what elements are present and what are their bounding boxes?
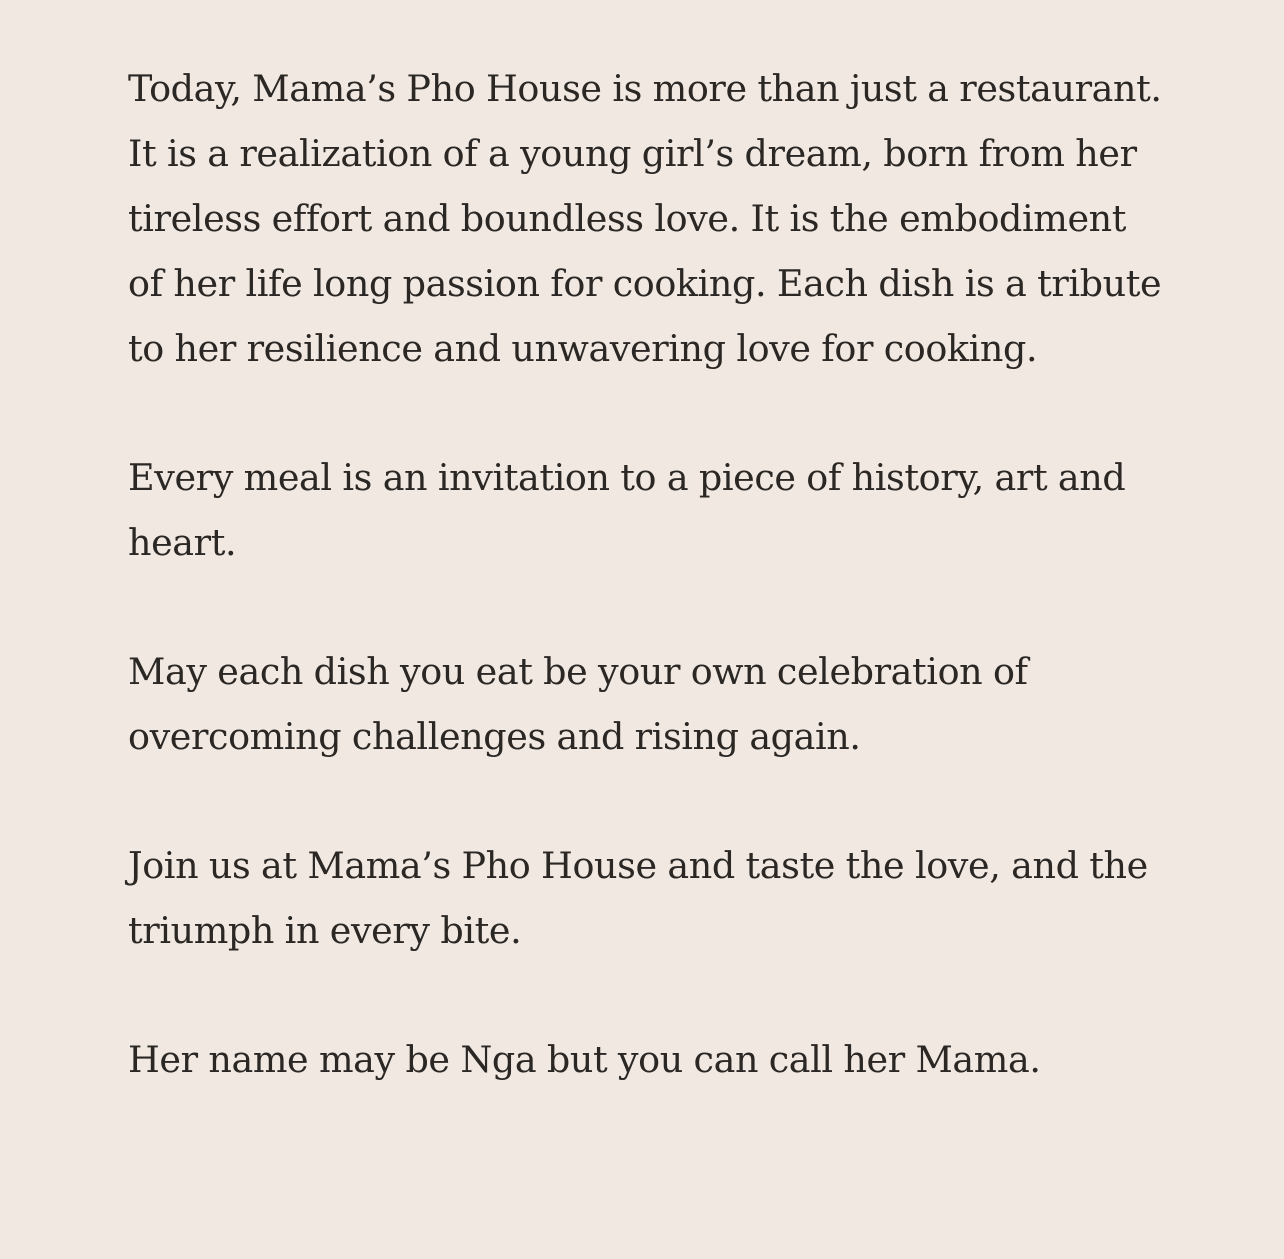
paragraph-closing: Her name may be Nga but you can call her Mama. — [128, 1038, 1041, 1081]
paragraph-intro: Today, Mama’s Pho House is more than just a restaurant. It is a realization of a young girl’s dream, born from her tireless effort and boundless love. It is the embodiment of her life long passion for cooking. Each dish is a tribute to her resilience and unwavering love for cooking. — [128, 67, 1162, 370]
paragraph-join-us: Join us at Mama’s Pho House and taste the love, and the triumph in every bite. — [128, 844, 1148, 952]
paragraph-celebration: May each dish you eat be your own celebration of overcoming challenges and rising again. — [128, 650, 1028, 758]
paragraph-invitation: Every meal is an invitation to a piece of history, art and heart. — [128, 456, 1126, 564]
story-text-block — [128, 56, 1168, 1092]
